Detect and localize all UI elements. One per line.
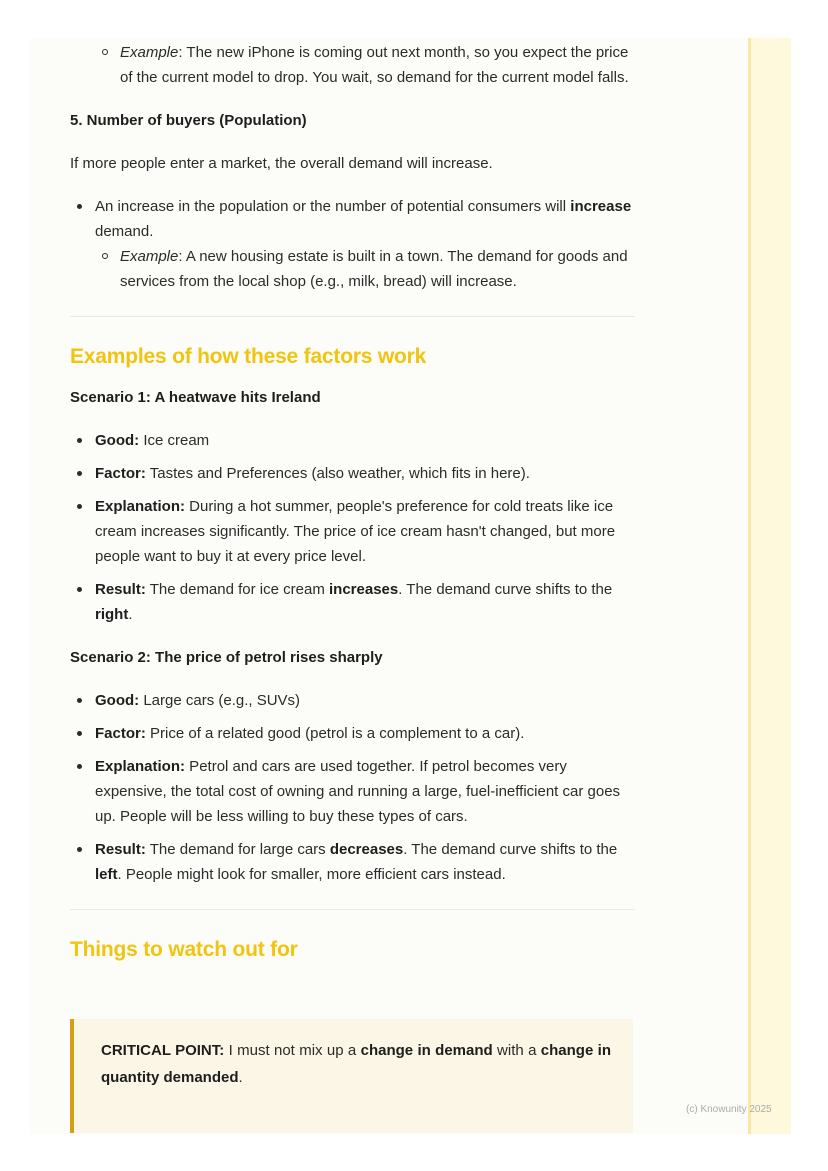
list-item: Example: A new housing estate is built in a town. The demand for goods and services from the local shop (e.g., milk, bread) will increase. [70, 244, 635, 294]
section-divider [70, 909, 635, 910]
section-heading-number-of-buyers: 5. Number of buyers (Population) [70, 112, 307, 129]
scenario-1-heading: Scenario 1: A heatwave hits Ireland [70, 389, 321, 406]
side-margin-strip [748, 38, 791, 1134]
top-example-list [70, 40, 635, 90]
scenario-1-list [70, 428, 635, 627]
copyright-footer: (c) Knowunity 2025 [686, 1104, 772, 1115]
scenario-2-heading: Scenario 2: The price of petrol rises sharply [70, 649, 383, 666]
critical-point-text: CRITICAL POINT: I must not mix up a change in demand with a change in quantity demanded. [101, 1042, 611, 1086]
list-item: Explanation: During a hot summer, people's preference for cold treats like ice cream increases significantly. The price of ice cream hasn't changed, but more people want to buy it at every price level. [70, 494, 635, 569]
list-item: Result: The demand for ice cream increases. The demand curve shifts to the right. [70, 577, 635, 627]
list-item: Factor: Price of a related good (petrol is a complement to a car). [70, 721, 635, 746]
list-item: Example: The new iPhone is coming out next month, so you expect the price of the current model to drop. You wait, so demand for the current model falls. [70, 40, 635, 90]
list-item: Result: The demand for large cars decreases. The demand curve shifts to the left. People might look for smaller, more efficient cars instead. [70, 837, 635, 887]
list-item: An increase in the population or the number of potential consumers will increase demand. [70, 194, 635, 244]
examples-heading: Examples of how these factors work [70, 345, 427, 368]
section-intro: If more people enter a market, the overall demand will increase. [70, 155, 493, 172]
list-item: Factor: Tastes and Preferences (also weather, which fits in here). [70, 461, 635, 486]
population-list [70, 194, 635, 294]
page-content [70, 40, 635, 964]
list-item: Explanation: Petrol and cars are used together. If petrol becomes very expensive, the total cost of owning and running a large, fuel-inefficient car goes up. People will be less willing to buy these types of cars. [70, 754, 635, 829]
critical-point-callout [70, 1019, 633, 1133]
section-divider [70, 316, 635, 317]
watch-out-heading: Things to watch out for [70, 938, 298, 961]
scenario-2-list [70, 688, 635, 887]
list-item: Good: Large cars (e.g., SUVs) [70, 688, 635, 713]
list-item: Good: Ice cream [70, 428, 635, 453]
